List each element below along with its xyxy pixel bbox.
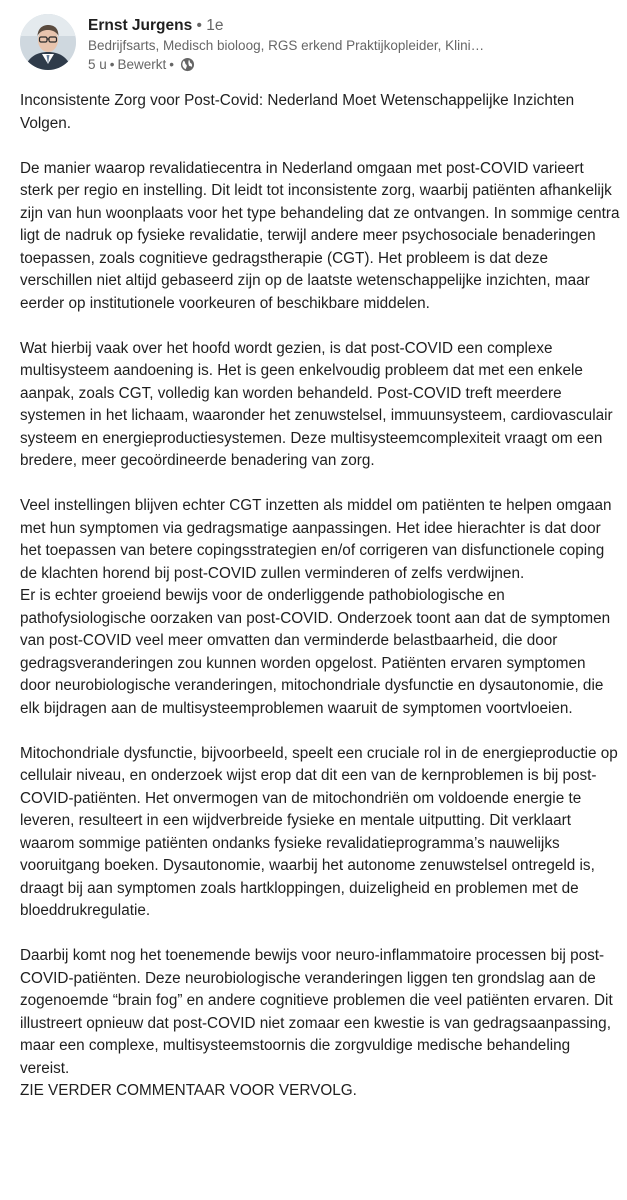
edited-label: Bewerkt	[117, 57, 167, 72]
name-row	[88, 15, 608, 36]
paragraph: Daarbij komt nog het toenemende bewijs voor neuro-inflammatoire processen bij post-COVID-patiënten. Deze neurobiologische veranderingen liggen ten grondslag aan de zogenoemde “brain fog” en andere cognitieve problemen die veel patiënten ervaren. Dit illustreert opnieuw dat post-COVID niet zomaar een kwestie is van gedragsaanpassing, maar een complexe, multisysteemstoornis die zorgvuldige medische behandeling vereist.	[20, 947, 613, 1077]
paragraph: Mitochondriale dysfunctie, bijvoorbeeld, speelt een cruciale rol in de energieproductie op cellulair niveau, en onderzoek wijst erop dat dit een van de kernproblemen is bij post-COVID-patiënten. Het onvermogen van de mitochondriën om voldoende energie te leveren, resulteert in een wijdverbreide fysieke en mentale uitputting. Dit verklaart waarom sommige patiënten ondanks fysieke revalidatieprogramma’s nauwelijks vooruitgang boeken. Dysautonomie, waarbij het autonome zenuwstelsel ontregeld is, draagt bij aan symptomen zoals hartkloppingen, duizeligheid en problemen met de bloeddrukregulatie.	[20, 744, 618, 919]
post-time[interactable]: 5 u	[88, 57, 107, 72]
paragraph: Veel instellingen blijven echter CGT inzetten als middel om patiënten te helpen omgaan met hun symptomen via gedragsmatige aanpassingen. Het idee hierachter is dat door het toepassen van betere copingsstrategien en/of corrigeren van disfunctionele coping de klachten horend bij post-COVID zullen verminderen of zelfs verdwijnen.	[20, 497, 612, 582]
paragraph: De manier waarop revalidatiecentra in Nederland omgaan met post-COVID varieert sterk per regio en instelling. Dit leidt tot inconsistente zorg, waarbij patiënten afhankelijk zijn van hun woonplaats voor het type behandeling dat ze ontvangen. In sommige centra ligt de nadruk op fysieke revalidatie, terwijl andere meer psychosociale benaderingen toepassen, zoals cognitieve gedragstherapie (CGT). Het probleem is dat deze verschillen niet altijd gebaseerd zijn op de laatste wetenschappelijke inzichten, maar eerder op institutionele voorkeuren of beschikbare middelen.	[20, 159, 620, 312]
author-meta	[88, 15, 608, 74]
post-title: Inconsistente Zorg voor Post-Covid: Nederland Moet Wetenschappelijke Inzichten Volgen.	[20, 92, 575, 132]
post-body	[20, 90, 620, 1103]
avatar[interactable]	[20, 14, 76, 70]
separator: •	[109, 57, 115, 72]
author-headline: Bedrijfsarts, Medisch bioloog, RGS erkend Praktijkopleider, Klini…	[88, 38, 485, 53]
connection-degree: • 1e	[196, 17, 224, 34]
author-name[interactable]: Ernst Jurgens	[88, 17, 193, 34]
paragraph: Er is echter groeiend bewijs voor de onderliggende pathobiologische en pathofysiologische oorzaken van post-COVID. Onderzoek toont aan dat de symptomen van post-COVID veel meer omvatten dan verminderde belastbaarheid, die door gedragsveranderingen zou kunnen worden opgelost. Patiënten ervaren symptomen door neurobiologische veranderingen, mitochondriale dysfunctie en dysautonomie, die elk bijdragen aan de multisysteemproblemen waaruit de symptomen voortvloeien.	[20, 587, 611, 717]
continue-note: ZIE VERDER COMMENTAAR VOOR VERVOLG.	[20, 1082, 357, 1099]
paragraph: Wat hierbij vaak over het hoofd wordt gezien, is dat post-COVID een complexe multisysteem aandoening is. Het is geen enkelvoudig probleem dat met een enkele aanpak, zoals CGT, volledig kan worden behandeld. Post-COVID treft meerdere systemen in het lichaam, waaronder het zenuwstelsel, immuunsysteem, cardiovasculair systeem en energieproductiesystemen. Deze multisysteemcomplexiteit vraagt om een bredere, meer gecoördineerde benadering van zorg.	[20, 339, 613, 469]
post-timestamp-row	[88, 55, 608, 74]
globe-icon	[180, 57, 195, 72]
post-header	[20, 14, 620, 78]
separator: •	[169, 57, 175, 72]
avatar-photo	[20, 14, 76, 70]
